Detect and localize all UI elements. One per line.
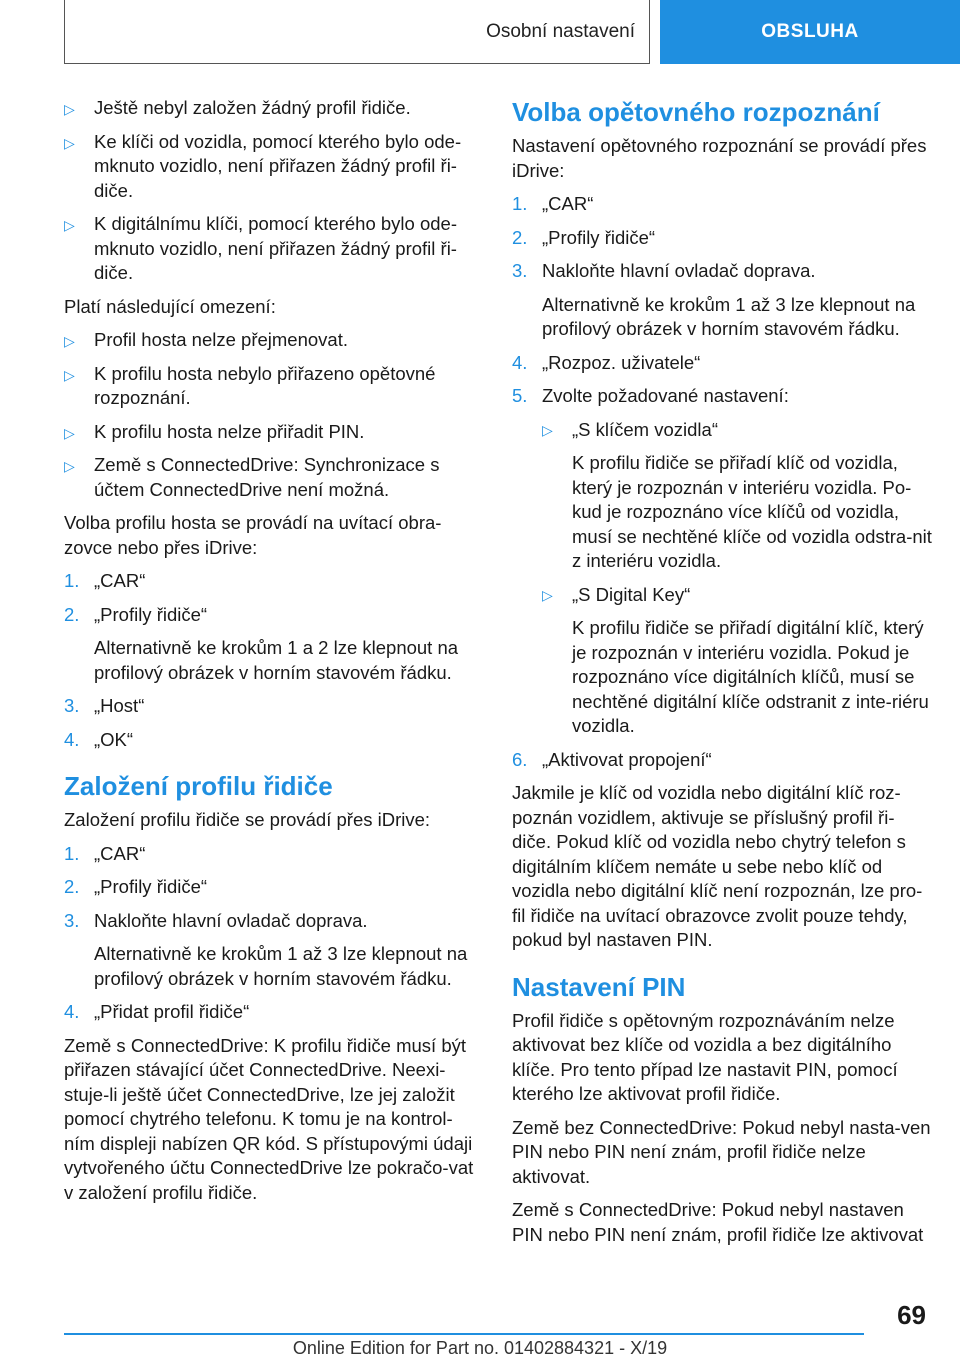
list-item: ▷ K digitálnímu klíči, pomocí kterého bylo ode-mknuto vozidlo, není přiřazen žádný profil ři-diče. xyxy=(64,213,457,283)
bullet-triangle-icon: ▷ xyxy=(542,421,553,438)
step-number: 2. xyxy=(64,603,80,625)
bullet-triangle-icon: ▷ xyxy=(64,366,75,383)
list-item: ▷ Ještě nebyl založen žádný profil řidiče. xyxy=(64,96,480,121)
create-steps xyxy=(64,842,480,1025)
recognition-steps xyxy=(512,192,932,772)
step-note: Alternativně ke krokům 1 až 3 lze klepnout na profilový obrázek v horním stavovém řádku. xyxy=(542,293,916,339)
step-number: 3. xyxy=(64,695,80,716)
step-number: 1. xyxy=(64,842,80,864)
step-number: 3. xyxy=(64,909,80,931)
bullet-triangle-icon: ▷ xyxy=(64,458,75,474)
step-item: 4. „Rozpoz. uživatele“ xyxy=(512,351,932,376)
footer-divider xyxy=(64,1333,864,1335)
step-item: 1. „CAR“ xyxy=(64,842,480,867)
recognition-options xyxy=(542,418,932,739)
step-item: 4. „OK“ xyxy=(64,728,480,753)
step-note: Alternativně ke krokům 1 a 2 lze klepnout na profilový obrázek v horním stavovém řádku. xyxy=(94,637,459,683)
step-number: 6. xyxy=(512,748,528,770)
bullet-triangle-icon: ▷ xyxy=(64,217,75,233)
step-number: 4. xyxy=(64,1001,80,1022)
step-item: 2. „Profily řidiče“ xyxy=(512,226,932,251)
option-description: K profilu řidiče se přiřadí digitální klíč, který je rozpoznán v interiéru vozidla. Pokud je rozpoznáno více digitálních klíčů, musí se nechtěné digitální klíče odstranit z inte-riéru vozidla. xyxy=(572,617,929,736)
section-title: OBSLUHA xyxy=(761,21,859,42)
guest-intro: Volba profilu hosta se provádí na uvítací obra-zovce nebo přes iDrive: xyxy=(64,512,442,558)
step-number: 4. xyxy=(64,728,80,750)
list-item: ▷ K profilu hosta nebylo přiřazeno opětovné rozpoznání. xyxy=(64,362,436,408)
chapter-title: Osobní nastavení xyxy=(486,20,635,42)
recognition-intro: Nastavení opětovného rozpoznání se provádí přes iDrive: xyxy=(512,135,927,181)
create-intro: Založení profilu řidiče se provádí přes iDrive: xyxy=(64,809,431,830)
step-number: 5. xyxy=(512,385,528,406)
step-number: 4. xyxy=(512,351,528,373)
restrictions-list xyxy=(64,328,480,502)
bullet-list-top xyxy=(64,96,480,286)
bullet-triangle-icon: ▷ xyxy=(64,424,75,441)
pin-paragraph: Země bez ConnectedDrive: Pokud nebyl nasta-ven PIN nebo PIN není znám, profil řidiče nelze aktivovat. xyxy=(512,1116,931,1187)
step-item: 3. „Host“ xyxy=(64,694,480,719)
create-outro: Země s ConnectedDrive: K profilu řidiče musí být přiřazen stávající účet ConnectedDrive. Neexi-stuje-li ještě účet ConnectedDrive, lze jej založit pomocí chytrého telefonu. K tomu je na kontrol-ním displeji nabízen QR kód. S přístupovými údaji vytvořeného účtu ConnectedDrive lze pokračo-vat v založení profilu řidiče. xyxy=(64,1034,474,1203)
step-item: 2. „Profily řidiče“ xyxy=(64,875,480,900)
option-item: ▷ „S Digital Key“ K profilu řidiče se přiřadí digitální klíč, který je rozpoznán v interiéru vozidla. Pokud je rozpoznáno více digitálních klíčů, musí se nechtěné digitální klíče odstranit z inte-riéru vozidla. xyxy=(542,583,932,739)
step-item: 1. „CAR“ xyxy=(64,569,480,594)
step-number: 2. xyxy=(64,876,80,897)
step-item: 3. Nakloňte hlavní ovladač doprava. Alternativně ke krokům 1 až 3 lze klepnout na profilový obrázek v horním stavovém řádku. xyxy=(512,259,932,342)
section-heading-pin: Nastavení PIN xyxy=(512,971,686,1002)
bullet-triangle-icon: ▷ xyxy=(64,101,75,117)
step-item: 3. Nakloňte hlavní ovladač doprava. Alternativně ke krokům 1 až 3 lze klepnout na profilový obrázek v horním stavovém řádku. xyxy=(64,909,480,992)
step-item: 1. „CAR“ xyxy=(512,192,932,217)
recognition-outro: Jakmile je klíč od vozidla nebo digitální klíč roz-poznán vozidlem, aktivuje se příslušný profil ři-diče. Pokud klíč od vozidla nebo chytrý telefon s digitálním klíčem nemáte u sebe nebo klíč od vozidla nebo digitální klíč není rozpoznán, lze pro-fil řidiče na uvítací obrazovce zvolit pouze tehdy, pokud byl nastaven PIN. xyxy=(512,782,923,950)
step-number: 2. xyxy=(512,226,528,248)
pin-paragraph: Profil řidiče s opětovným rozpoznáváním nelze aktivovat bez klíče od vozidla a bez digitálního klíče. Pro tento případ lze nastavit PIN, pomocí kterého lze aktivovat profil řidiče. xyxy=(512,1009,898,1104)
step-number: 1. xyxy=(64,570,80,591)
bullet-triangle-icon: ▷ xyxy=(542,586,553,603)
list-item: ▷ Země s ConnectedDrive: Synchronizace s účtem ConnectedDrive není možná. xyxy=(64,454,440,500)
left-column xyxy=(64,96,480,1214)
chapter-tab xyxy=(64,0,650,64)
step-number: 1. xyxy=(512,193,528,214)
section-heading-recognition: Volba opětovného rozpoznání xyxy=(512,97,880,127)
option-description: K profilu řidiče se přiřadí klíč od vozidla, který je rozpoznán v interiéru vozidla. Po-kud je rozpoznáno více klíčů od vozidla, musí se nechtěné klíče od vozidla odstra-nit z interiéru vozidla. xyxy=(572,452,932,571)
section-tab xyxy=(660,0,960,64)
step-item: 5. Zvolte požadované nastavení: ▷ „S klíčem vozidla“ K profilu řidiče se přiřadí klíč od vozidla, který je rozpoznán v interiéru vozidla. Po-kud je rozpoznáno více klíčů od vozidla, musí se nechtěné klíče od vozidla odstra-nit z interiéru vozidla. ▷ „S Digital Key“ K profilu řidiče se přiřadí digitální klíč, který je rozpoznán v interiéru vozidla. Pokud je rozpoznáno více digitálních klíčů, musí se nechtěné digitální klíče odstranit z inte-riéru vozidla. xyxy=(512,384,932,739)
list-item: ▷ Ke klíči od vozidla, pomocí kterého bylo ode-mknuto vozidlo, není přiřazen žádný profil ři-diče. xyxy=(64,130,462,201)
restrictions-intro: Platí následující omezení: xyxy=(64,295,276,317)
guest-steps xyxy=(64,569,480,752)
right-column xyxy=(512,96,932,1256)
step-item: 6. „Aktivovat propojení“ xyxy=(512,748,932,773)
page-number: 69 xyxy=(897,1300,926,1330)
list-item: ▷ Profil hosta nelze přejmenovat. xyxy=(64,328,480,353)
list-item: ▷ K profilu hosta nelze přiřadit PIN. xyxy=(64,420,480,445)
option-item: ▷ „S klíčem vozidla“ K profilu řidiče se přiřadí klíč od vozidla, který je rozpoznán v interiéru vozidla. Po-kud je rozpoznáno více klíčů od vozidla, musí se nechtěné klíče od vozidla odstra-nit z interiéru vozidla. xyxy=(542,418,932,574)
bullet-triangle-icon: ▷ xyxy=(64,333,75,349)
step-note: Alternativně ke krokům 1 až 3 lze klepnout na profilový obrázek v horním stavovém řádku. xyxy=(94,943,468,989)
pin-paragraph: Země s ConnectedDrive: Pokud nebyl nastaven PIN nebo PIN není znám, profil řidiče lze aktivovat xyxy=(512,1199,924,1245)
bullet-triangle-icon: ▷ xyxy=(64,134,75,151)
step-item: 4. „Přidat profil řidiče“ xyxy=(64,1000,480,1025)
step-number: 3. xyxy=(512,260,528,281)
footer-edition: Online Edition for Part no. 01402884321 - X/19 xyxy=(292,1338,668,1358)
step-item: 2. „Profily řidiče“ Alternativně ke krokům 1 a 2 lze klepnout na profilový obrázek v horním stavovém řádku. xyxy=(64,603,480,686)
section-heading-create-profile: Založení profilu řidiče xyxy=(64,771,333,801)
